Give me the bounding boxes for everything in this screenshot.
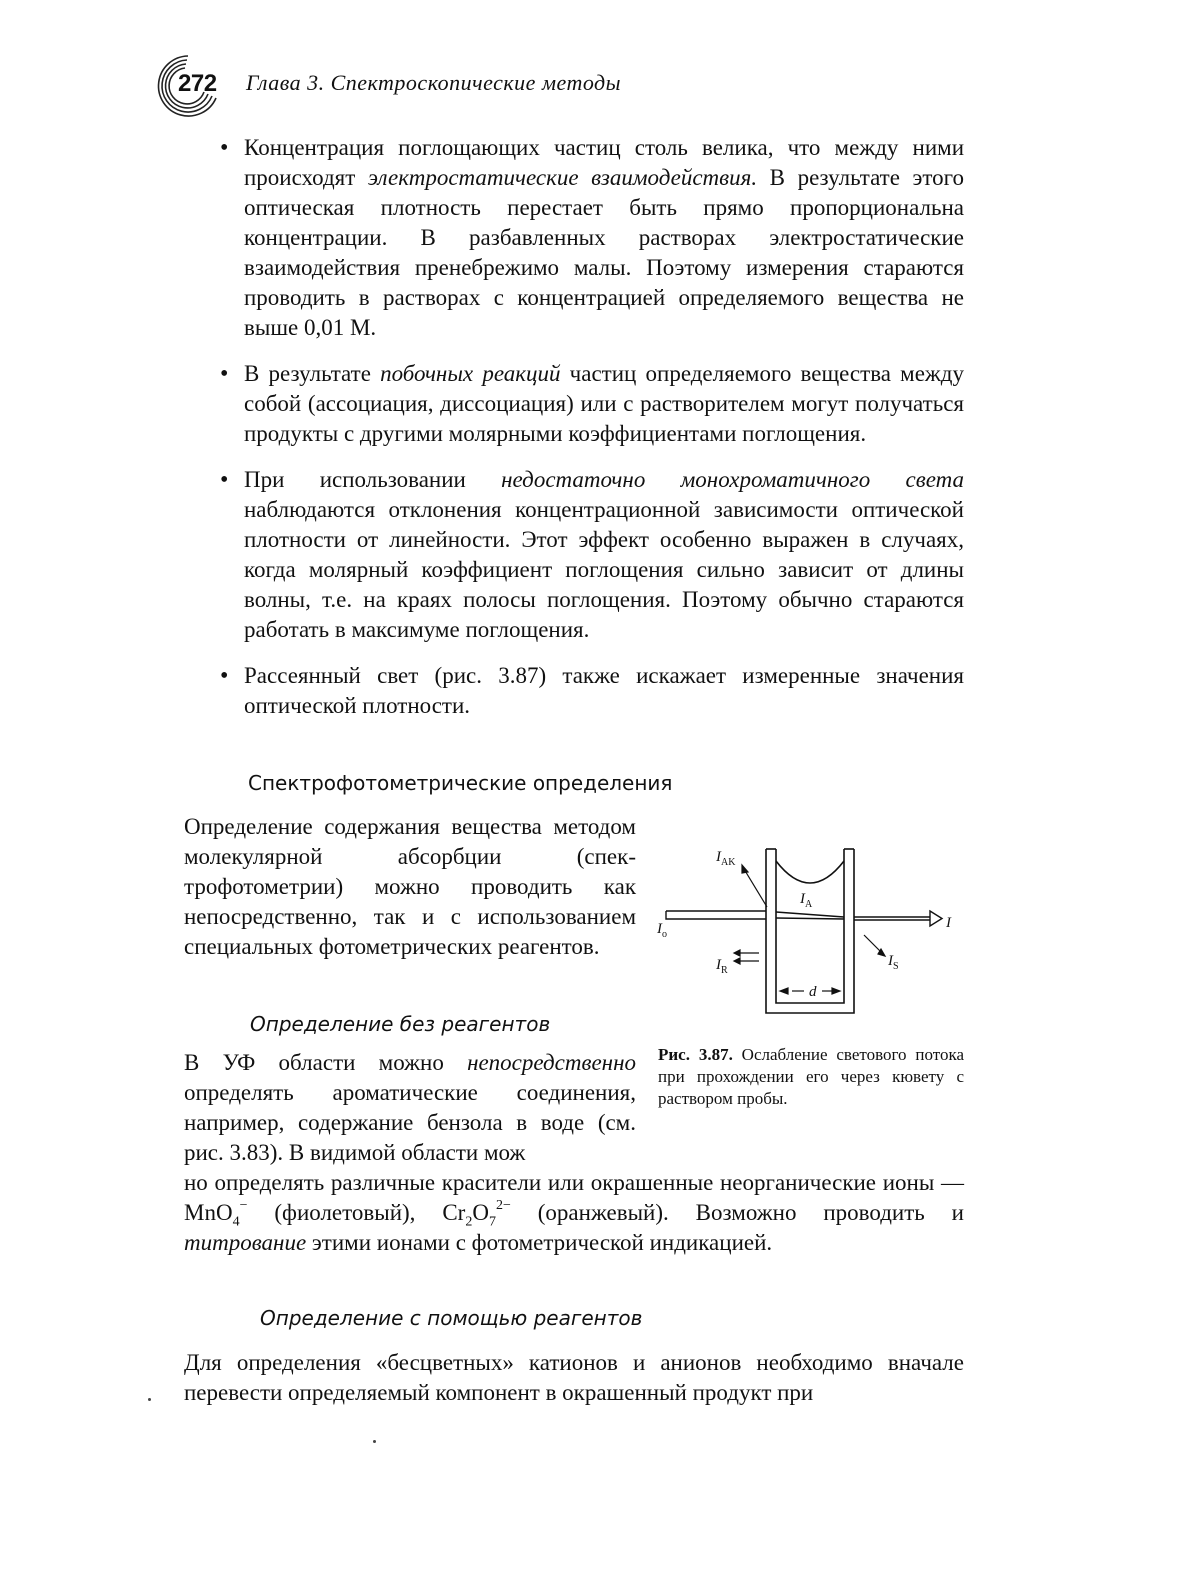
bullet-italic-term: недостаточно монохроматичного света <box>501 467 964 492</box>
label-i-r: $I_R$ <box>716 957 728 976</box>
label-i-a: $I_A$ <box>800 891 813 910</box>
scan-speck <box>148 1398 151 1401</box>
bullet-text: Рассеянный свет (рис. 3.87) также искажает измеренные значения оптической плотности. <box>244 663 964 718</box>
figure-caption-text: Ослабление светового потока при прохождении его через кювету с раствором пробы. <box>658 1045 965 1108</box>
paragraph-italic-term: титрование <box>184 1230 307 1255</box>
bullet-text: В результате <box>244 361 381 386</box>
bullet-item <box>220 359 964 449</box>
bullet-italic-term: побочных реакций <box>380 361 561 386</box>
paragraph-text: (фиолетовый), <box>247 1200 443 1225</box>
page-header <box>150 50 850 120</box>
label-d: d <box>809 984 817 1000</box>
light-beam <box>666 911 942 926</box>
scatter-arrows <box>734 865 885 994</box>
paragraph-text: В УФ области можно <box>184 1050 468 1075</box>
bullet-text: частиц определяемого вещества между собой (ассоциация, диссоциация) или с растворителем могут получаться продукты с другими молярными коэффициентами поглощения. <box>244 361 964 446</box>
page-number: 272 <box>178 70 217 97</box>
paragraph-text: этими ионами с фотометрической индикацией. <box>306 1230 773 1255</box>
bullet-italic-term: электростатические взаимодействия. <box>367 165 758 190</box>
bullet-text: При использовании <box>244 467 502 492</box>
paragraph-text: (оранжевый). Возможно проводить и <box>510 1200 964 1225</box>
bullet-text: наблюдаются отклонения концентрационной зависимости оптической плотности от линейности. Этот эффект особенно выражен в случаях, когда молярный коэффициент поглощения сильно зависит от длины волны, т.е. на краях полосы поглощения. Поэтому обычно стараются работать в максимуме поглощения. <box>244 497 964 642</box>
scan-speck <box>373 1440 376 1443</box>
paragraph-text: определять ароматические соединения, например, содержание бензола в воде (см. рис. 3.83). В видимой области мож <box>184 1080 636 1165</box>
paragraph-text: но определять различные красители или окрашенные неорганические ионы — <box>184 1170 964 1195</box>
subsection-heading-without-reagents: Определение без реагентов <box>250 1012 551 1036</box>
dichromate-formula: $Cr_2O_7^{2-}$ <box>442 1198 511 1230</box>
without-reagents-paragraph <box>184 1048 636 1168</box>
figure-caption <box>658 1044 964 1110</box>
bullet-list <box>220 133 964 737</box>
bullet-text: В результате этого оптическая плотность перестает быть прямо пропорциональна концентрации. В разбавленных растворах электростатические взаимодействия пренебрежимо малы. Поэтому измерения стараются проводить в растворах с концентрацией определяемого вещества не выше 0,01 М. <box>244 165 964 340</box>
paragraph-italic-term: непосредственно <box>467 1050 636 1075</box>
section-heading: Спектрофотометрические определения <box>248 771 673 795</box>
label-i-s: $I_S$ <box>888 953 899 972</box>
subsection-heading-with-reagents: Определение с помощью реагентов <box>260 1306 643 1330</box>
bullet-item <box>220 465 964 645</box>
permanganate-formula: MnO$_4$− <box>184 1198 248 1230</box>
cuvette-light-attenuation-figure <box>654 835 974 1025</box>
bullet-item <box>220 661 964 721</box>
figure-caption-label: Рис. 3.87. <box>658 1045 733 1064</box>
label-i-zero: $I_o$ <box>657 921 667 940</box>
chapter-title: Глава 3. Спектроскопические методы <box>246 70 622 95</box>
label-i-ak: $I_{AK}$ <box>716 849 736 868</box>
bullet-item <box>220 133 964 343</box>
bullet-text: Концентрация поглощающих частиц столь велика, что между ними происходят <box>244 135 964 190</box>
intro-paragraph: Определение содержания вещества методом молекулярной абсорбции (спектрофотометрии) можно проводить как непосредственно, так и с использованием специальных фотометрических реагентов. <box>184 814 636 959</box>
label-i-out: I <box>946 915 951 931</box>
with-reagents-paragraph: Для определения «бесцветных» катионов и анионов необходимо вначале перевести определяемый компонент в окрашенный продукт при <box>184 1350 964 1405</box>
without-reagents-paragraph-continued <box>184 1168 964 1258</box>
